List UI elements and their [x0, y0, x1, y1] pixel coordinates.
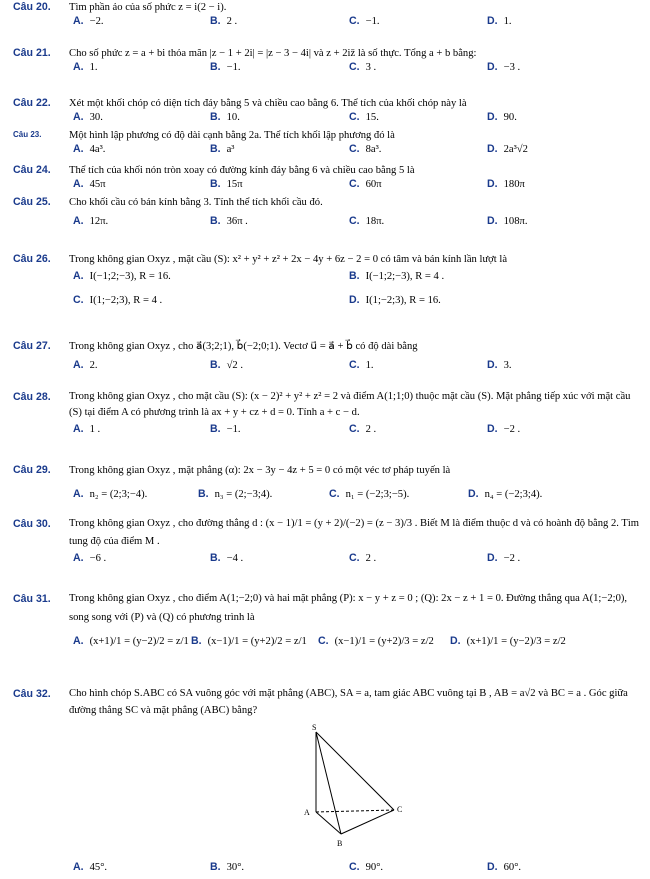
option-a[interactable]: A. n₂ = (2;3;−4).	[73, 488, 148, 501]
question-stem: Cho số phức z = a + bi thỏa mãn |z − 1 + 2i| = |z − 3 − 4i| và z + 2iz̄ là số thực. Tổng a + b bằng:	[69, 48, 477, 59]
option-c[interactable]: C. 1.	[349, 359, 374, 372]
option-d[interactable]: D. 3.	[487, 359, 512, 372]
options-row	[0, 359, 650, 374]
question-stem: Trong không gian Oxyz , cho điểm A(1;−2;0) và hai mặt phẳng (P): x − y + z = 0 ; (Q): 2x − z + 1 = 0. Đường thẳng qua A(1;−2;0), song song với (P) và (Q) có phương trình là	[69, 593, 628, 623]
option-c[interactable]: C. −1.	[349, 15, 380, 28]
question-number: Câu 27.	[13, 340, 51, 352]
options-row	[0, 552, 650, 567]
option-d[interactable]: D. n₄ = (−2;3;4).	[468, 488, 543, 501]
option-b[interactable]: B. √2 .	[210, 359, 244, 372]
option-a[interactable]: A. 12π.	[73, 215, 109, 228]
option-d[interactable]: D. 2a³√2	[487, 143, 528, 156]
question-32-options	[0, 860, 650, 876]
option-b[interactable]: B. −4 .	[210, 552, 244, 564]
option-d[interactable]: D. I(1;−2;3), R = 16.	[349, 294, 441, 307]
option-a[interactable]: A. −6 .	[73, 552, 107, 564]
option-b[interactable]: B. n₃ = (2;−3;4).	[198, 488, 273, 501]
question-number: Câu 21.	[13, 47, 51, 59]
edge-sb	[316, 732, 341, 834]
option-b[interactable]: B. (x−1)/1 = (y+2)/2 = z/1	[191, 635, 307, 648]
question-stem: Trong không gian Oxyz , mặt cầu (S): x² + y² + z² + 2x − 4y + 6z − 2 = 0 có tâm và bán kính lần lượt là	[69, 254, 508, 265]
option-a[interactable]: A. 2.	[73, 359, 98, 372]
option-a[interactable]: A. (x+1)/1 = (y−2)/2 = z/1	[73, 635, 189, 648]
option-a[interactable]: A. 45π	[73, 178, 106, 191]
option-b[interactable]: B. 2 .	[210, 15, 238, 28]
option-c[interactable]: C. 3 .	[349, 61, 377, 74]
option-c[interactable]: C. 8a³.	[349, 143, 382, 156]
option-c[interactable]: C. 2 .	[349, 552, 377, 564]
question-20	[0, 1, 650, 30]
options-row	[0, 61, 650, 76]
edge-ab	[316, 812, 341, 834]
option-d[interactable]: D. −3 .	[487, 61, 521, 74]
options-row	[0, 294, 650, 309]
option-b[interactable]: B. 36π .	[210, 215, 248, 228]
option-a[interactable]: A. 45°.	[73, 861, 108, 873]
options-row	[0, 635, 650, 650]
question-stem: Cho hình chóp S.ABC có SA vuông góc với mặt phẳng (ABC), SA = a, tam giác ABC vuông tại B , AB = a√2 và BC = a . Góc giữa đường thẳng SC và mặt phẳng (ABC) bằng?	[69, 688, 628, 716]
question-29	[0, 464, 650, 503]
question-24	[0, 164, 650, 193]
option-d[interactable]: D. 108π.	[487, 215, 528, 228]
question-number: Câu 20.	[13, 1, 51, 13]
option-d[interactable]: D. (x+1)/1 = (y−2)/3 = z/2	[450, 635, 566, 648]
option-a[interactable]: A. I(−1;2;−3), R = 16.	[73, 270, 171, 283]
option-c[interactable]: C. 90°.	[349, 861, 384, 873]
options-row	[0, 270, 650, 285]
vertex-label-c: C	[397, 805, 403, 814]
option-b[interactable]: B. I(−1;2;−3), R = 4 .	[349, 270, 445, 283]
option-c[interactable]: C. I(1;−2;3), R = 4 .	[73, 294, 163, 307]
question-32	[0, 686, 650, 720]
option-d[interactable]: D. 180π	[487, 178, 525, 191]
option-d[interactable]: D. 1.	[487, 15, 512, 28]
question-number: Câu 31.	[13, 593, 51, 605]
option-d[interactable]: D. −2 .	[487, 422, 521, 435]
options-row	[0, 143, 650, 158]
question-25	[0, 196, 650, 230]
question-stem: Một hình lập phương có độ dài cạnh bằng 2a. Thể tích khối lập phương đó là	[69, 130, 395, 141]
option-d[interactable]: D. −2 .	[487, 552, 521, 564]
option-c[interactable]: C. 18π.	[349, 215, 385, 228]
edge-ac-hidden	[316, 810, 394, 812]
options-row	[0, 215, 650, 230]
question-stem: Trong không gian Oxyz , cho đường thẳng d : (x − 1)/1 = (y + 2)/(−2) = (z − 3)/3 . Biết M là điểm thuộc d và có hoành độ bằng 2. Tìm tung độ của điểm M .	[69, 518, 640, 547]
question-stem: Cho khối cầu có bán kính bằng 3. Tính thể tích khối cầu đó.	[69, 197, 323, 208]
question-30	[0, 515, 650, 567]
question-number: Câu 32.	[13, 688, 51, 700]
question-stem: Trong không gian Oxyz , cho a⃗(3;2;1), b⃗(−2;0;1). Vectơ u⃗ = a⃗ + b⃗ có độ dài bằng	[69, 341, 418, 352]
question-number: Câu 28.	[13, 391, 51, 403]
vertex-label-s: S	[312, 723, 317, 732]
question-stem: Tìm phần ảo của số phức z = i(2 − i).	[69, 2, 227, 13]
option-a[interactable]: A. 30.	[73, 111, 103, 124]
option-c[interactable]: C. 60π	[349, 178, 382, 191]
pyramid-figure	[276, 722, 426, 852]
question-number: Câu 24.	[13, 164, 51, 176]
question-27	[0, 340, 650, 374]
option-b[interactable]: B. 30°.	[210, 861, 245, 873]
question-22	[0, 97, 650, 126]
question-stem: Trong không gian Oxyz , mặt phẳng (α): 2x − 3y − 4z + 5 = 0 có một véc tơ pháp tuyến là	[69, 465, 451, 476]
question-26	[0, 253, 650, 309]
options-row	[0, 111, 650, 126]
option-b[interactable]: B. −1.	[210, 422, 241, 435]
option-d[interactable]: D. 90.	[487, 111, 517, 124]
options-row	[0, 488, 650, 503]
options-row	[0, 861, 650, 876]
edge-bc	[341, 810, 394, 834]
option-c[interactable]: C. n₁ = (−2;3;−5).	[329, 488, 410, 501]
edge-sc	[316, 732, 394, 810]
question-number: Câu 22.	[13, 97, 51, 109]
option-a[interactable]: A. 4a³.	[73, 143, 106, 156]
vertex-label-a: A	[304, 808, 310, 817]
option-c[interactable]: C. 2 .	[349, 422, 377, 435]
question-number: Câu 30.	[13, 518, 51, 530]
option-b[interactable]: B. 15π	[210, 178, 243, 191]
question-number: Câu 25.	[13, 196, 51, 208]
option-b[interactable]: B. a³	[210, 143, 235, 156]
question-stem: Xét một khối chóp có diện tích đáy bằng 5 và chiều cao bằng 6. Thể tích của khối chóp này là	[69, 98, 467, 109]
option-a[interactable]: A. −2.	[73, 15, 104, 28]
option-c[interactable]: C. 15.	[349, 111, 379, 124]
question-stem: Trong không gian Oxyz , cho mặt cầu (S): (x − 2)² + y² + z² = 2 và điểm A(1;1;0) thuộc mặt cầu (S). Mặt phẳng tiếp xúc với mặt cầu (S) tại điểm A có phương trình là ax + y + cz + d = 0. Tính a + c − d.	[69, 391, 631, 419]
question-stem: Thể tích của khối nón tròn xoay có đường kính đáy bằng 6 và chiều cao bằng 5 là	[69, 165, 415, 176]
question-31	[0, 590, 650, 650]
option-b[interactable]: B. −1.	[210, 61, 241, 74]
options-row	[0, 423, 650, 438]
vertex-label-b: B	[337, 839, 343, 848]
option-a[interactable]: A. 1.	[73, 61, 98, 74]
question-number: Câu 29.	[13, 464, 51, 476]
options-row	[0, 15, 650, 30]
option-d[interactable]: D. 60°.	[487, 861, 522, 873]
option-c[interactable]: C. (x−1)/1 = (y+2)/3 = z/2	[318, 635, 434, 648]
options-row	[0, 178, 650, 193]
option-b[interactable]: B. 10.	[210, 111, 240, 124]
question-21	[0, 47, 650, 76]
question-number: Câu 23.	[13, 130, 42, 139]
question-28	[0, 389, 650, 438]
question-23	[0, 129, 650, 158]
option-a[interactable]: A. 1 .	[73, 422, 101, 435]
question-number: Câu 26.	[13, 253, 51, 265]
